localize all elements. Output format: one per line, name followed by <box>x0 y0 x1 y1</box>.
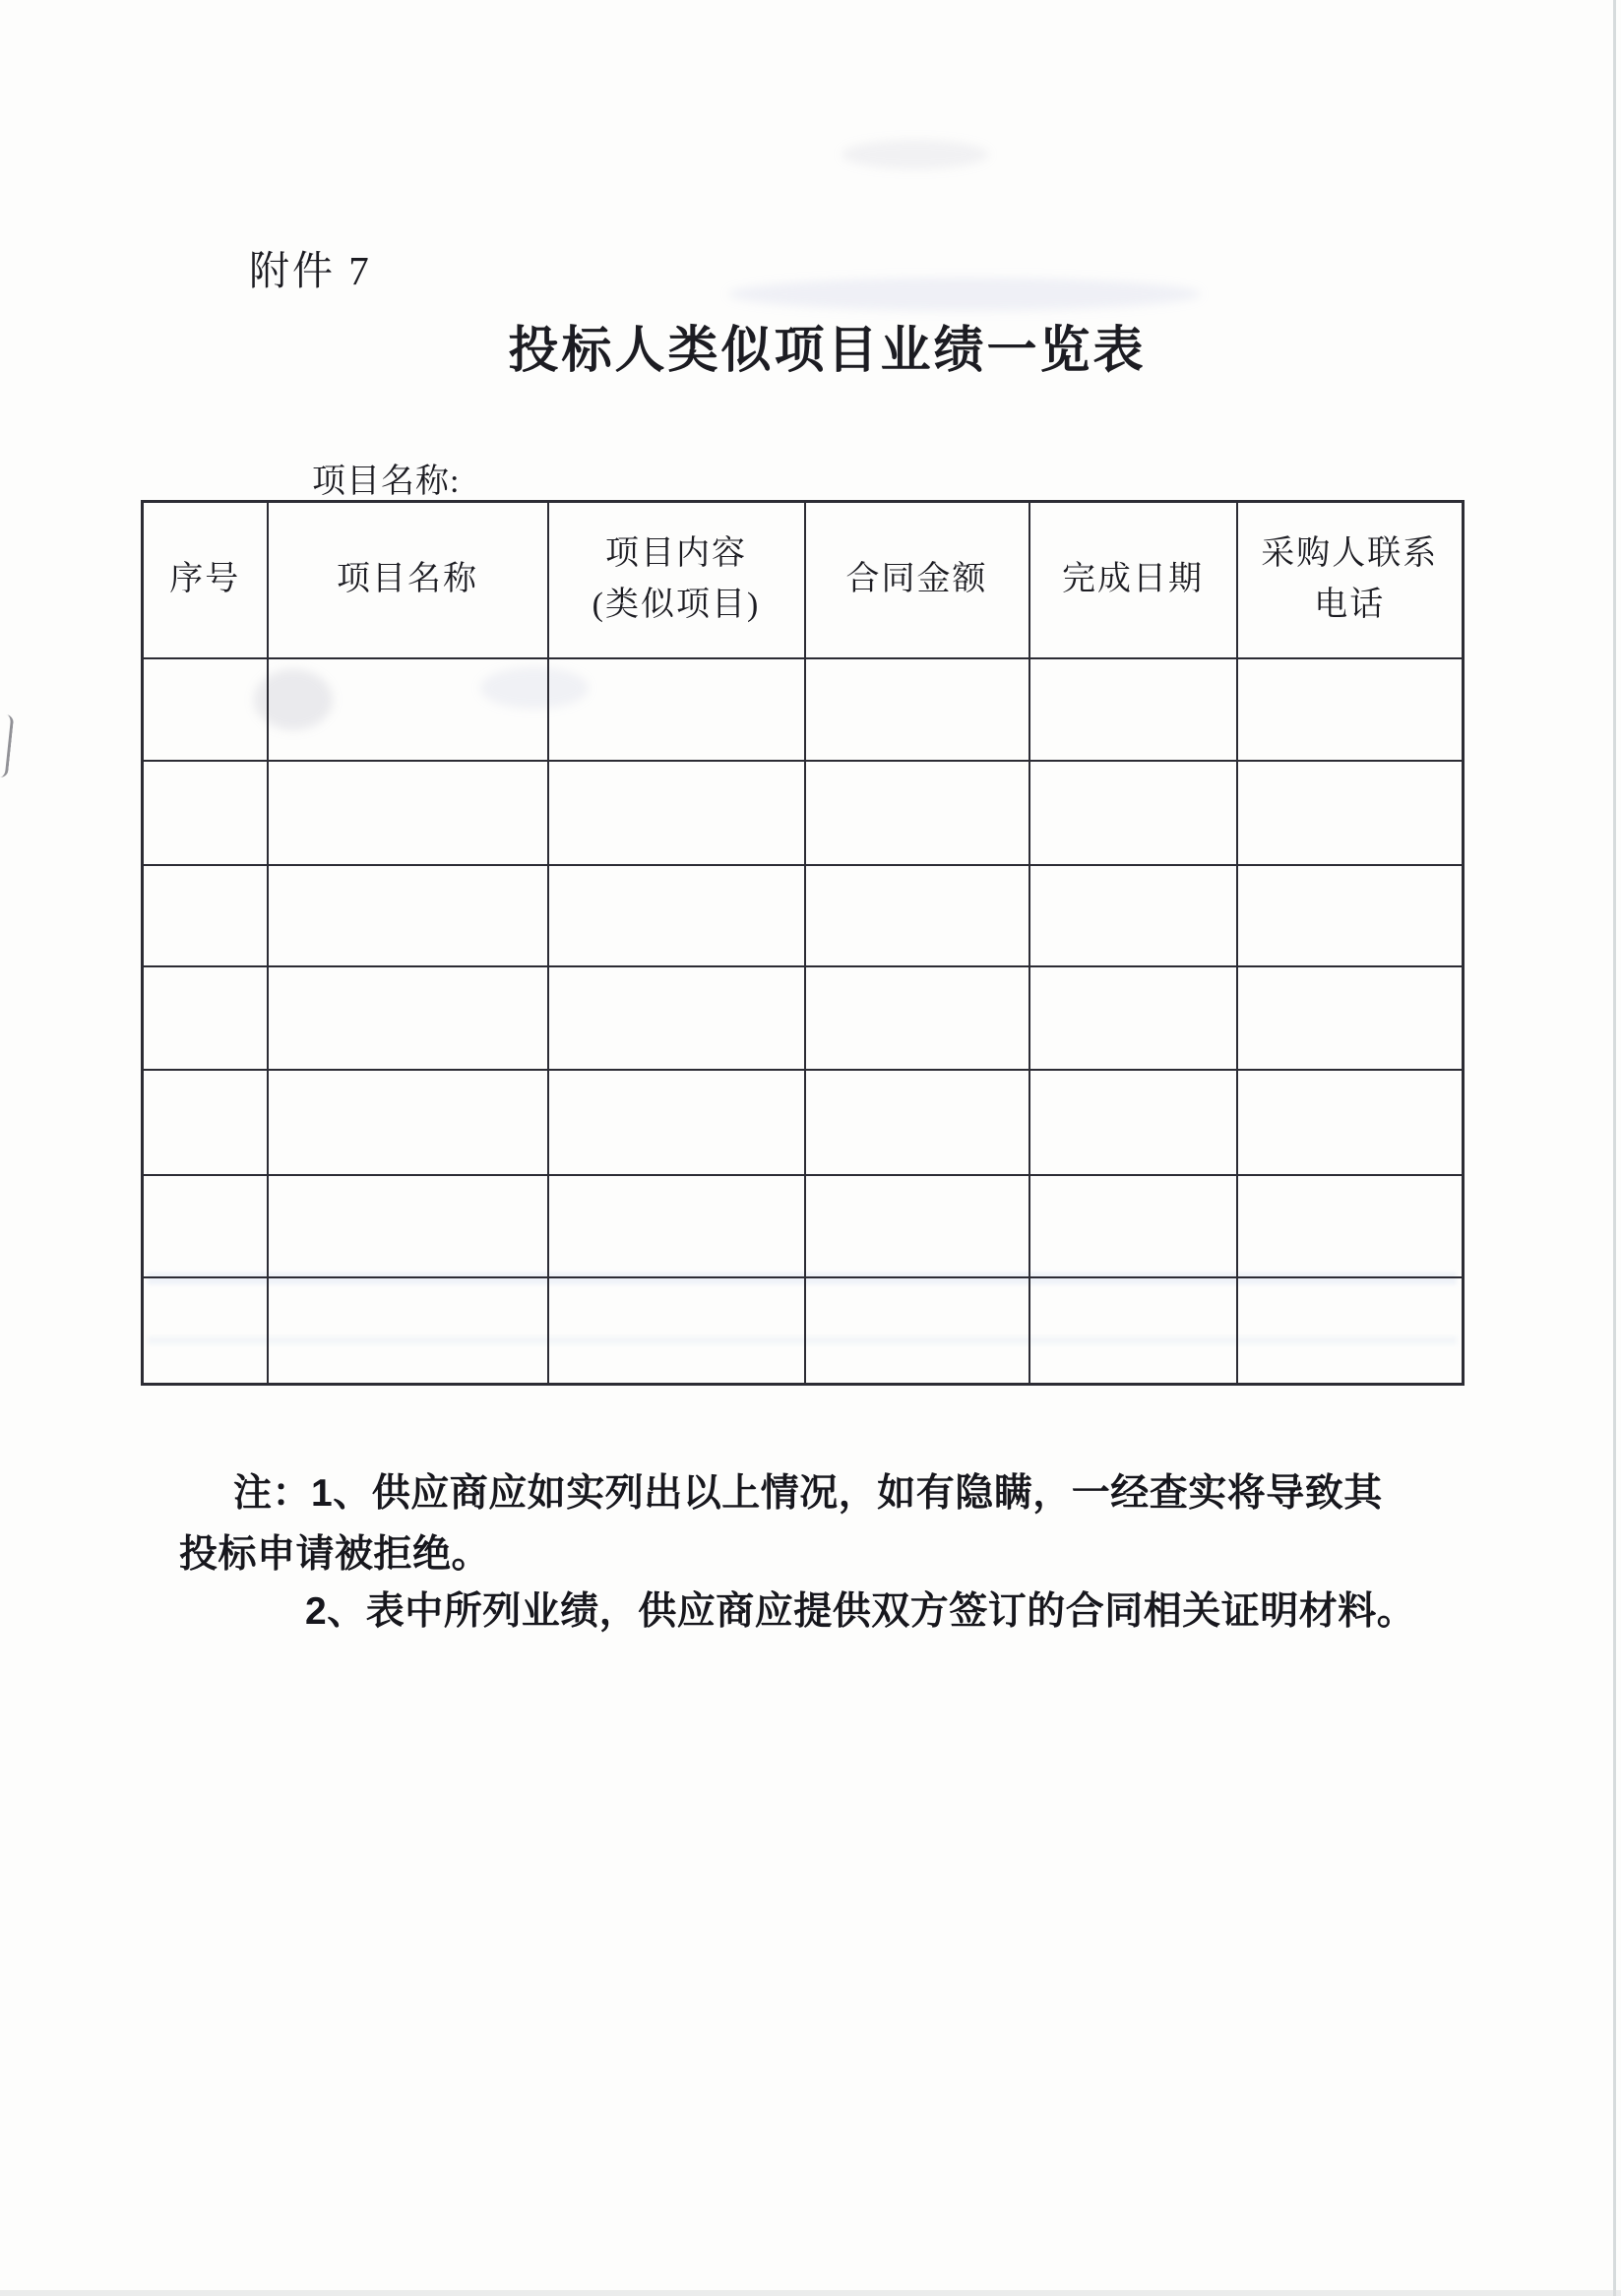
column-header-label-line2: (类似项目) <box>592 587 761 624</box>
column-header-project-name <box>268 502 548 658</box>
table-cell <box>548 1277 805 1385</box>
table-cell <box>1029 1175 1237 1277</box>
table-cell <box>143 1277 268 1385</box>
column-header-seq-no <box>143 502 268 658</box>
note-line-1: 注：1、供应商应如实列出以上情况，如有隐瞒，一经查实将导致其 <box>233 1472 1383 1515</box>
table-cell <box>143 966 268 1070</box>
table-cell <box>268 658 548 761</box>
table-cell <box>805 761 1029 865</box>
table-empty-row <box>143 761 1464 865</box>
table-cell <box>1029 966 1237 1070</box>
scan-edge-artifact <box>0 714 14 777</box>
note-line-2: 投标申请被拒绝。 <box>179 1533 491 1576</box>
table-cell <box>805 1277 1029 1385</box>
column-header-project-content <box>548 502 805 658</box>
table-cell <box>1029 658 1237 761</box>
project-name-label: 项目名称: <box>312 464 461 500</box>
table-cell <box>1237 761 1464 865</box>
table-cell <box>548 1070 805 1175</box>
table-cell <box>268 1277 548 1385</box>
table-cell <box>268 966 548 1070</box>
column-header-purchaser-phone <box>1237 502 1464 658</box>
table-empty-row <box>143 1175 1464 1277</box>
table-cell <box>143 761 268 865</box>
table-empty-row <box>143 966 1464 1070</box>
table-cell <box>143 1175 268 1277</box>
column-header-label: 项目名称 <box>337 560 478 597</box>
table-empty-row <box>143 865 1464 966</box>
table-cell <box>143 658 268 761</box>
column-header-label-line2: 电话 <box>1314 587 1386 624</box>
table-cell <box>548 658 805 761</box>
table-cell <box>548 865 805 966</box>
table-cell <box>805 966 1029 1070</box>
table-cell <box>805 1175 1029 1277</box>
scan-smudge <box>728 278 1201 311</box>
table-cell <box>1237 1070 1464 1175</box>
column-header-label: 合同金额 <box>845 560 988 597</box>
table-empty-row <box>143 658 1464 761</box>
performance-table <box>141 500 1465 1386</box>
page-scan-edge <box>0 2290 1621 2296</box>
table-cell <box>268 1175 548 1277</box>
table-cell <box>805 658 1029 761</box>
table-cell <box>1237 1277 1464 1385</box>
table-cell <box>268 1070 548 1175</box>
column-header-label-line1: 采购人联系 <box>1261 534 1439 572</box>
note-line-3: 2、表中所列业绩，供应商应提供双方签订的合同相关证明材料。 <box>305 1590 1416 1633</box>
table-cell <box>548 966 805 1070</box>
attachment-label: 附件 7 <box>249 248 372 293</box>
table-cell <box>805 1070 1029 1175</box>
table-cell <box>548 761 805 865</box>
column-header-contract-amount <box>805 502 1029 658</box>
table-cell <box>143 1070 268 1175</box>
table-cell <box>1029 1070 1237 1175</box>
table-empty-row <box>143 1070 1464 1175</box>
column-header-completion-date <box>1029 502 1237 658</box>
table-cell <box>1237 966 1464 1070</box>
table-header-row <box>143 502 1464 658</box>
table-cell <box>268 865 548 966</box>
table-cell <box>1029 865 1237 966</box>
table-cell <box>1237 658 1464 761</box>
table-cell <box>143 865 268 966</box>
table-cell <box>1029 1277 1237 1385</box>
table-empty-row <box>143 1277 1464 1385</box>
column-header-label: 完成日期 <box>1062 560 1204 597</box>
table-cell <box>268 761 548 865</box>
column-header-label: 序号 <box>169 560 241 597</box>
table-cell <box>805 865 1029 966</box>
table-cell <box>1237 1175 1464 1277</box>
table-cell <box>1029 761 1237 865</box>
table-cell <box>1237 865 1464 966</box>
column-header-label-line1: 项目内容 <box>605 534 747 572</box>
table-cell <box>548 1175 805 1277</box>
scan-smudge <box>842 140 989 169</box>
page-title: 投标人类似项目业绩一览表 <box>508 322 1147 378</box>
